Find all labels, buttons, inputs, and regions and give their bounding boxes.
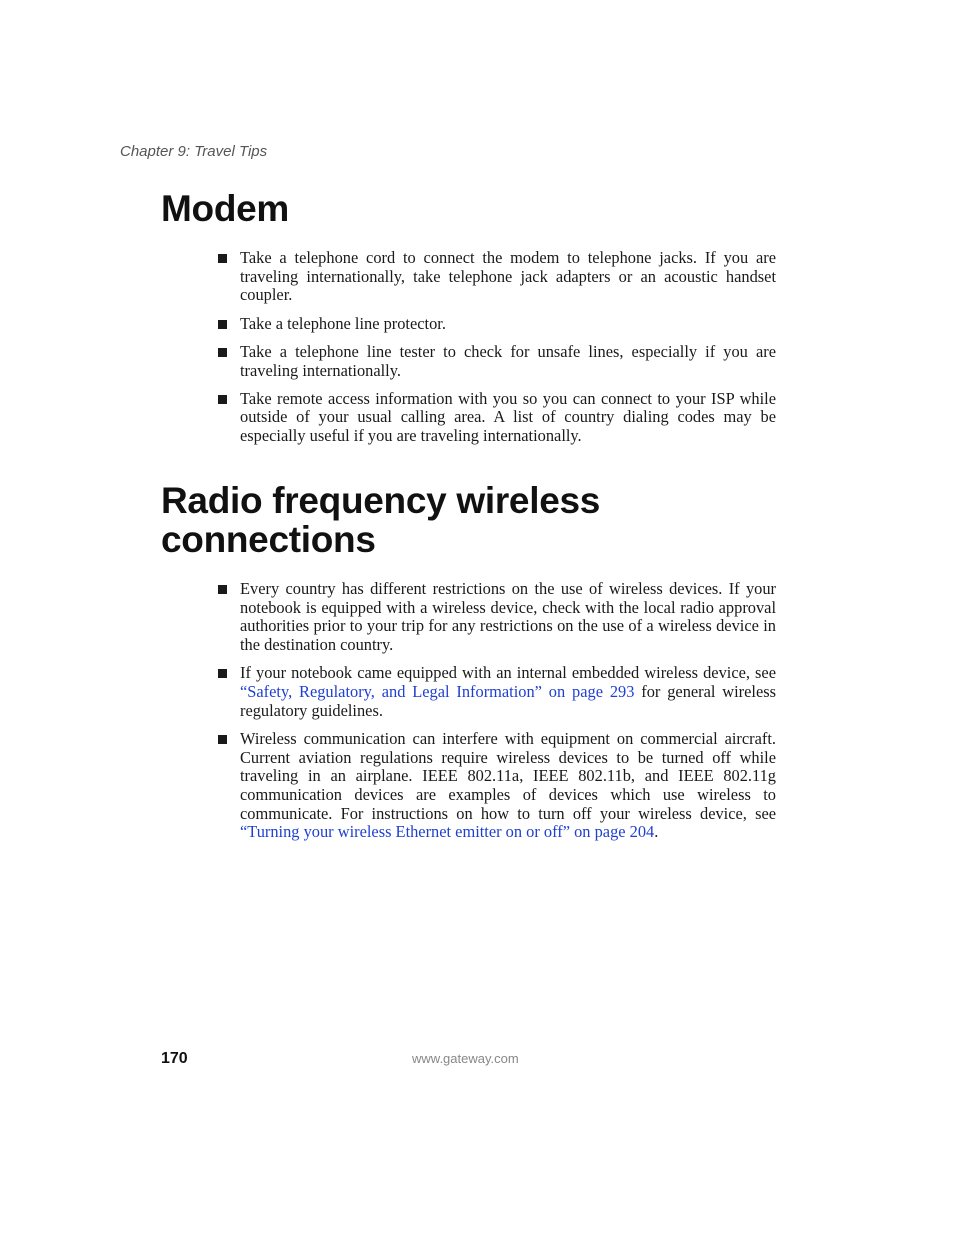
square-bullet-icon — [218, 395, 227, 404]
list-item-text-pre: Wireless communication can interfere with equipment on commercial aircraft. Current aviation regulations require wireless devices to be turned off while traveling in an airplane. IEEE 802.11a, IEEE 802.11b, and IEEE 802.11g communication devices are examples of devices which use wireless to communicate. For instructions on how to turn off your wireless device, see — [240, 728, 776, 823]
footer-url: www.gateway.com — [412, 1051, 519, 1066]
page-number: 170 — [161, 1050, 188, 1067]
list-item-text: Take a telephone cord to connect the modem to telephone jacks. If you are traveling internationally, take telephone jack adapters or an acoustic handset coupler. — [240, 248, 776, 305]
square-bullet-icon — [218, 669, 227, 678]
list-item — [216, 730, 776, 842]
list-item — [216, 580, 776, 655]
list-item — [216, 315, 776, 334]
list-item-text: Take a telephone line tester to check for unsafe lines, especially if you are traveling internationally. — [240, 341, 776, 380]
section-title-radio: Radio frequency wireless connections — [161, 480, 601, 560]
list-item — [216, 664, 776, 720]
square-bullet-icon — [218, 348, 227, 357]
list-item-text: Take a telephone line protector. — [240, 313, 446, 333]
safety-regulatory-link[interactable]: “Safety, Regulatory, and Legal Information” on page 293 — [240, 682, 635, 702]
square-bullet-icon — [218, 254, 227, 263]
list-item-text-post: for general wireless regulatory guidelines. — [240, 682, 777, 720]
list-item-text-pre: If your notebook came equipped with an internal embedded wireless device, see — [240, 663, 776, 683]
square-bullet-icon — [218, 735, 227, 744]
wireless-emitter-link[interactable]: “Turning your wireless Ethernet emitter on or off” on page 204 — [240, 822, 655, 842]
square-bullet-icon — [218, 320, 227, 329]
list-item-text: Every country has different restrictions on the use of wireless devices. If your notebook is equipped with a wireless device, check with the local radio approval authorities prior to your trip for any restrictions on the use of a wireless device in the destination country. — [240, 579, 776, 655]
list-item-text: Take remote access information with you so you can connect to your ISP while outside of your usual calling area. A list of country dialing codes may be especially useful if you are traveling internationally. — [240, 388, 776, 446]
modem-list — [216, 249, 776, 455]
list-item — [216, 343, 776, 380]
list-item — [216, 249, 776, 305]
list-item-text-post: . — [654, 822, 659, 842]
section-title-modem: Modem — [161, 188, 290, 229]
running-head: Chapter 9: Travel Tips — [120, 143, 268, 160]
radio-list — [216, 580, 776, 852]
square-bullet-icon — [218, 585, 227, 594]
list-item — [216, 390, 776, 446]
